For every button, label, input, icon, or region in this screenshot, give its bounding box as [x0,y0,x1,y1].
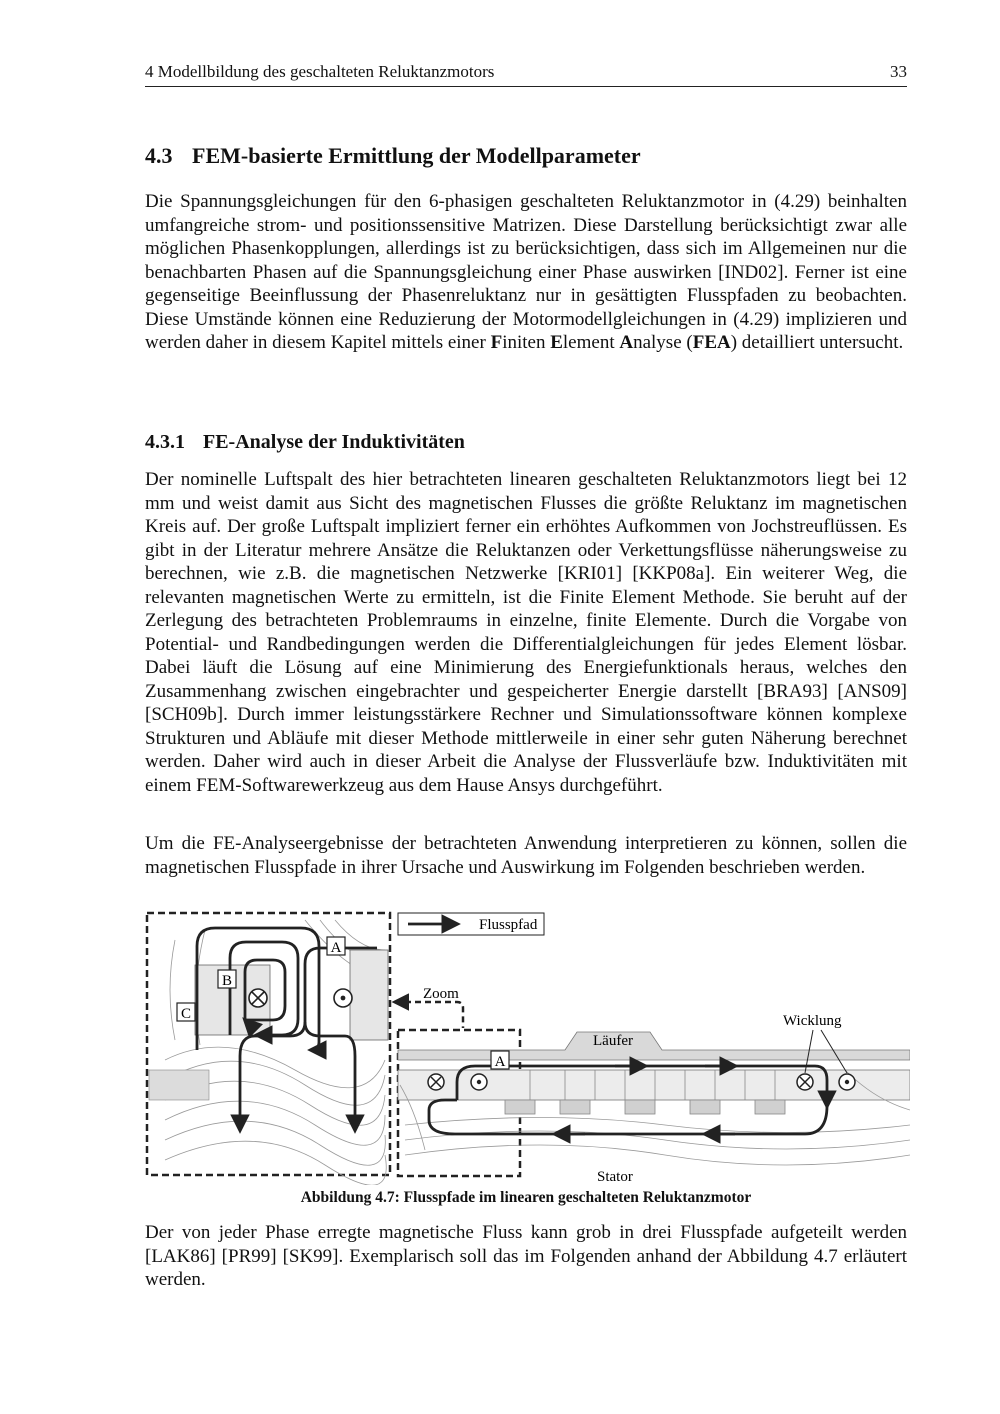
text-run-bold: A [619,332,634,353]
running-header [145,62,907,87]
text-run: initen [502,332,551,353]
overview-panel [147,913,390,1185]
page-number: 33 [890,62,907,81]
wicklung-label: Wicklung [783,1013,842,1029]
stator-poles [505,1100,785,1114]
paragraph-flux-intro: Um die FE-Analyseergebnisse der betrachteten Anwendung interpretieren zu können, sollen die magnetischen Flusspfade in ihrer Ursache und Auswirkung im Folgenden beschrieben werden. [145,833,907,878]
label-b: B [221,973,233,989]
laeufer-outline [398,1032,910,1060]
text-run: lement [562,332,620,353]
legend-label: Flusspfad [479,917,538,933]
paragraph-fe-analysis: Der nominelle Luftspalt des hier betrachteten linearen geschalteten Reluktanzmotors liegt bei 12 mm und weist damit aus Sicht des magnetischen Flusses die größte Reluktanz im magnetischen Kreis auf. Der große Luftspalt impliziert ferner ein erhöhtes Aufkommen von Jochstreuflüssen. Es gibt in der Literatur mehrere Ansätze die Reluktanzen oder Verkettungsflüsse näherungsweise zu berechnen, wie z.B. die magnetischen Netzwerke [KRI01] [KKP08a]. Ein weiterer Weg, die relevanten magnetischen Werte zu ermitteln, ist die Finite Element Methode. Sie beruht auf der Zerlegung des betrachteten Problemraums in einzelne, finite Elemente. Durch die Vorgabe von Potential- und Randbedingungen werden die Differentialgleichungen für jedes Element lösbar. Dabei läuft die Lösung auf eine Minimierung des Energiefunktionals heraus, welches den Zusammenhang zwischen eingebrachter und gespeicherter Energie darstellt [BRA93] [ANS09] [SCH09b]. Durch immer leistungsstärkere Rechner und Simulationssoftware können komplexe Strukturen und Abläufe mit dieser Methode mittlerweile in einer sehr guten Näherung berechnet werden. Daher wird auch in dieser Arbeit die Analyse der Flussverläufe bzw. Induktivitäten mit einem FEM-Softwarewerkzeug aus dem Hause Ansys durchgeführt. [145,469,907,796]
text-run-bold: E [550,332,563,353]
subsection-heading [145,431,465,454]
laeufer-label: Läufer [593,1033,633,1049]
label-a: A [330,940,342,956]
stator-label: Stator [597,1169,633,1185]
detail-panel [398,1013,910,1185]
figure-caption: Abbildung 4.7: Flusspfade im linearen geschalteten Reluktanzmotor [300,1189,752,1206]
text-run: nalyse ( [633,332,693,353]
text-run-bold: FEA [692,332,731,353]
section-heading [145,143,641,169]
figure-flux-paths [145,910,910,1185]
zoom-indicator [395,986,463,1028]
section-title: FEM-basierte Ermittlung der Modellparameter [192,143,641,168]
text-run-bold: F [490,332,503,353]
subsection-title: FE-Analyse der Induktivitäten [203,431,465,453]
paragraph-flux-paths: Der von jeder Phase erregte magnetische Fluss kann grob in drei Flusspfade aufgeteilt werden [LAK86] [PR99] [SK99]. Exemplarisch soll das im Folgenden anhand der Abbildung 4.7 erläutert werden. [145,1222,907,1290]
text-run: Die Spannungsgleichungen für den 6-phasigen geschalteten Reluktanzmotor in (4.29) beinhalten umfangreiche strom- und positionssensitive Matrizen. Diese Darstellung berücksichtigt zwar alle möglichen Phasenkopplungen, allerdings ist zu berücksichtigen, dass sich im Allgemeinen nur die benachbarten Phasen auf die Spannungsgleichung einer Phase auswirken [IND02]. Ferner ist eine gegenseitige Beeinflussung der Phasenreluktanz nur in gesättigten Flusspfaden zu beobachten. Diese Umstände können eine Reduzierung der Motormodellgleichungen in (4.29) implizieren und werden daher in diesem Kapitel mittels einer [145,191,907,353]
legend [398,913,544,935]
paragraph-intro [145,190,907,355]
subsection-number: 4.3.1 [145,431,185,453]
label-c: C [180,1006,192,1022]
zoom-label: Zoom [423,986,459,1002]
label-a-detail: A [494,1054,506,1070]
text-run: ) detailliert untersucht. [730,332,904,353]
header-title: 4 Modellbildung des geschalteten Reluktanzmotors [145,62,495,81]
section-number: 4.3 [145,143,173,168]
figure-svg [145,910,910,1185]
